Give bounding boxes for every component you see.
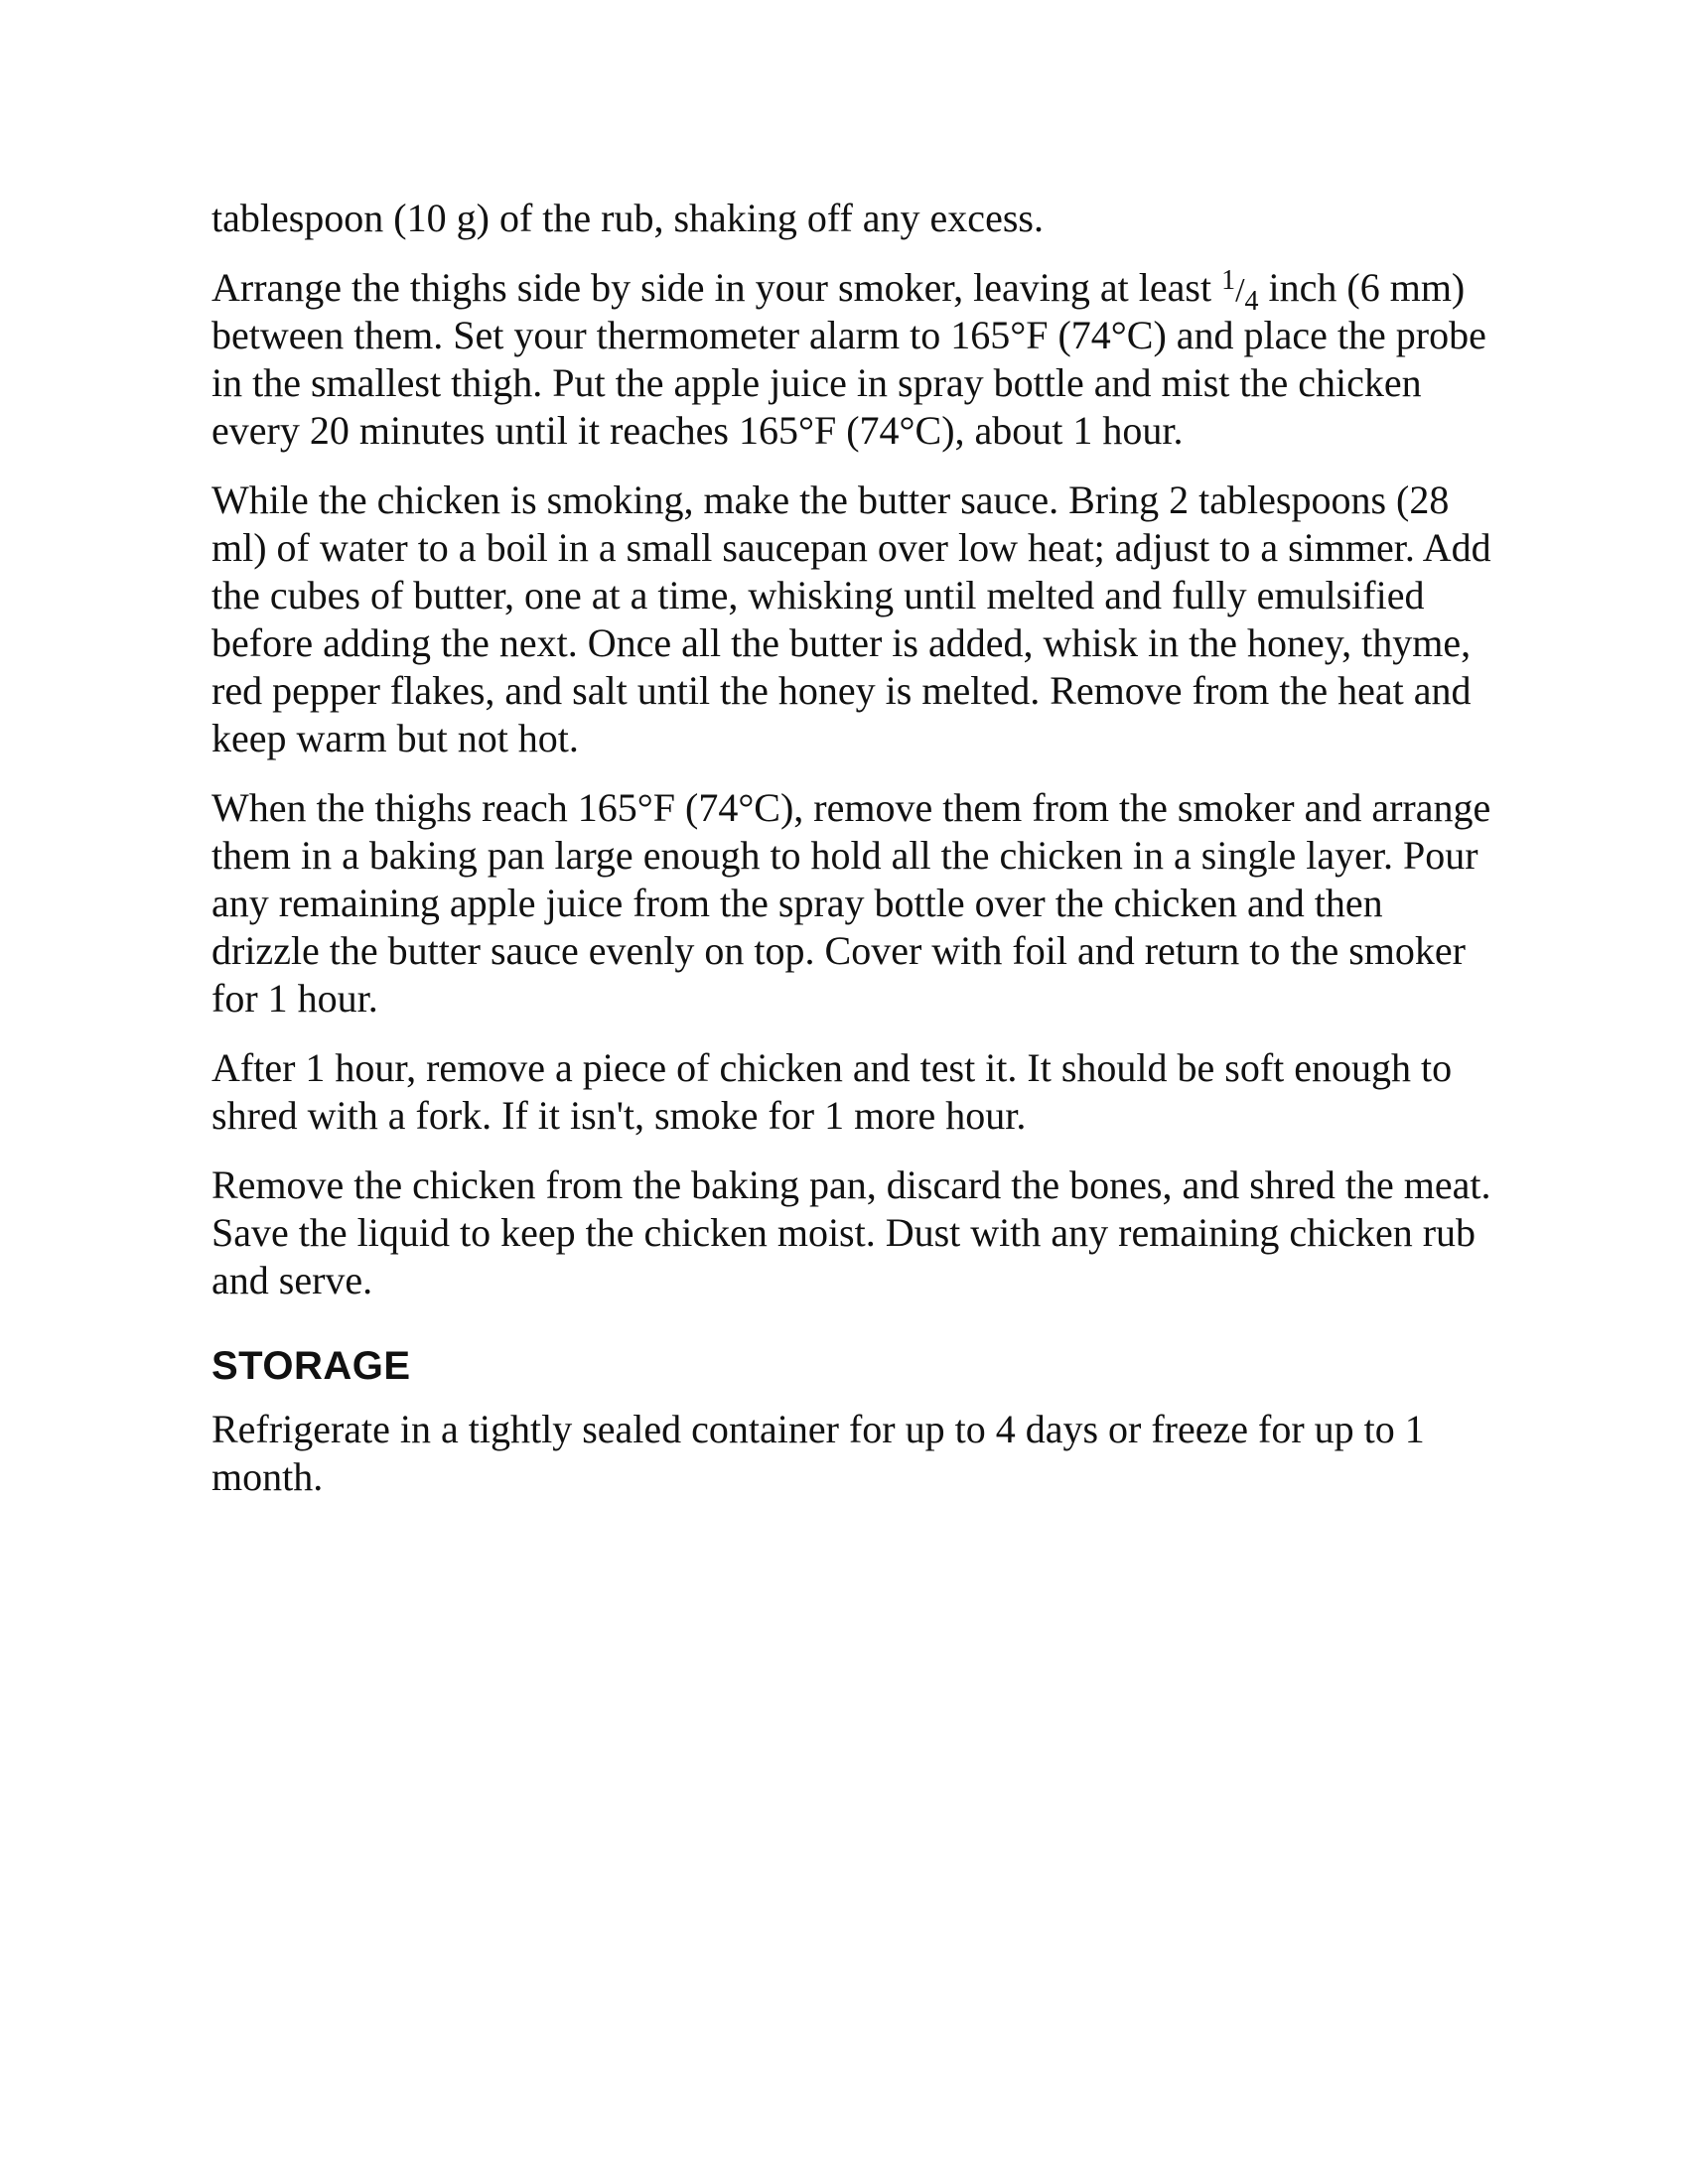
- storage-paragraph: Refrigerate in a tightly sealed container for up to 4 days or freeze for up to 1 month.: [211, 1407, 1425, 1499]
- instruction-paragraph-baking-pan: When the thighs reach 165°F (74°C), remove them from the smoker and arrange them in a baking pan large enough to hold all the chicken in a single layer. Pour any remaining apple juice from the spray bottle over the chicken and then drizzle the butter sauce evenly on top. Cover with foil and return to the smoker for 1 hour.: [211, 785, 1491, 1021]
- instruction-paragraph-arrange: [211, 264, 1492, 455]
- arrange-text-start: Arrange the thighs side by side in your smoker, leaving at least: [211, 265, 1222, 310]
- fraction-slash: /: [1235, 272, 1245, 309]
- instruction-paragraph-butter-sauce: While the chicken is smoking, make the butter sauce. Bring 2 tablespoons (28 ml) of water to a boil in a small saucepan over low heat; adjust to a simmer. Add the cubes of butter, one at a time, whisking until melted and fully emulsified before adding the next. Once all the butter is added, whisk in the honey, thyme, red pepper flakes, and salt until the honey is melted. Remove from the heat and keep warm but not hot.: [211, 478, 1491, 760]
- storage-heading: STORAGE: [211, 1344, 411, 1388]
- arrange-text-end: inch (6 mm) between them. Set your thermometer alarm to 165°F (74°C) and place the probe in the smallest thigh. Put the apple juice in spray bottle and mist the chicken every 20 minutes until it reaches 165°F (74°C), about 1 hour.: [211, 265, 1486, 453]
- instruction-paragraph-test: After 1 hour, remove a piece of chicken and test it. It should be soft enough to shred with a fork. If it isn't, smoke for 1 more hour.: [211, 1045, 1453, 1138]
- fraction-denominator: 4: [1244, 285, 1259, 317]
- fraction-numerator: 1: [1221, 264, 1236, 296]
- instruction-paragraph-rub: tablespoon (10 g) of the rub, shaking off any excess.: [211, 196, 1044, 240]
- quarter-fraction: [1221, 264, 1259, 317]
- recipe-page: [211, 195, 1492, 1523]
- instruction-paragraph-shred: Remove the chicken from the baking pan, discard the bones, and shred the meat. Save the liquid to keep the chicken moist. Dust with any remaining chicken rub and serve.: [211, 1162, 1491, 1302]
